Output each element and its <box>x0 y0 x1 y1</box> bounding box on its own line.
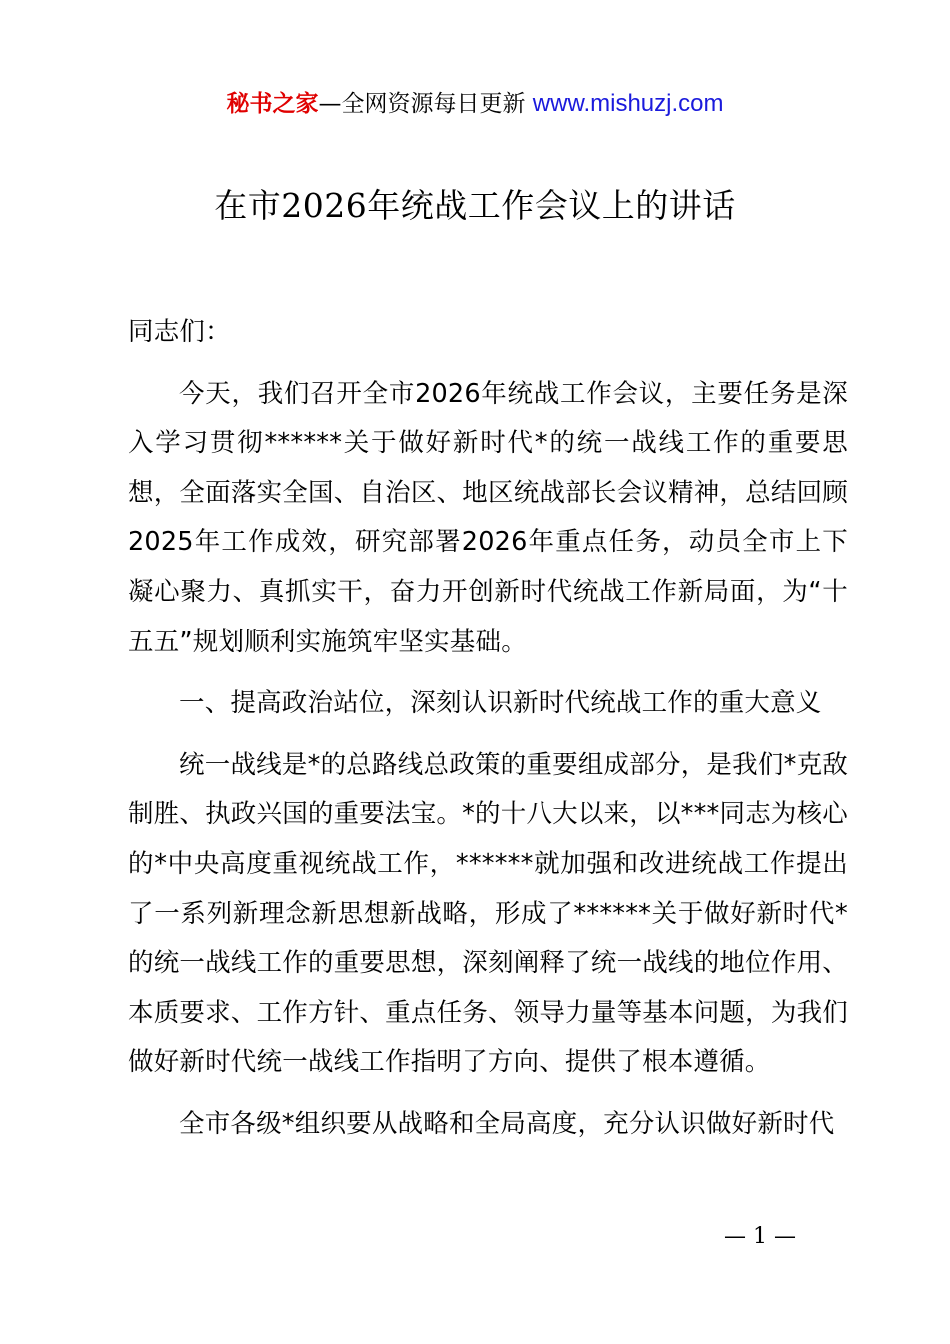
site-url-link[interactable]: www.mishuzj.com <box>532 90 724 117</box>
section-heading-1: 一、提高政治站位，深刻认识新时代统战工作的重大意义 <box>179 688 822 719</box>
site-banner <box>0 88 950 120</box>
page-number: — 1 — <box>724 1224 796 1249</box>
brand-name: 秘书之家 <box>226 91 319 117</box>
paragraph-intro: 今天，我们召开全市2026年统战工作会议，主要任务是深入学习贯彻******关于做好新时代*的统一战线工作的重要思想，全面落实全国、自治区、地区统战部长会议精神，总结回顾2025年工作成效，研究部署2026年重点任务，动员全市上下凝心聚力、真抓实干，奋力开创新时代统战工作新局面，为“十五五”规划顺利实施筑牢坚实基础。 <box>128 378 848 657</box>
banner-tagline: —全网资源每日更新 <box>318 91 526 117</box>
paragraph-party-organizations: 全市各级*组织要从战略和全局高度，充分认识做好新时代 <box>179 1108 835 1139</box>
document-title: 在市2026年统战工作会议上的讲话 <box>214 186 736 225</box>
greeting: 同志们： <box>128 317 231 347</box>
paragraph-united-front: 统一战线是*的总路线总政策的重要组成部分，是我们*克敌制胜、执政兴国的重要法宝。*的十八大以来，以***同志为核心的*中央高度重视统战工作，******就加强和改进统战工作提出了一系列新理念新思想新战略，形成了******关于做好新时代*的统一战线工作的重要思想，深刻阐释了统一战线的地位作用、本质要求、工作方针、重点任务、领导力量等基本问题，为我们做好新时代统一战线工作指明了方向、提供了根本遵循。 <box>128 749 849 1078</box>
document-body <box>128 308 848 1162</box>
